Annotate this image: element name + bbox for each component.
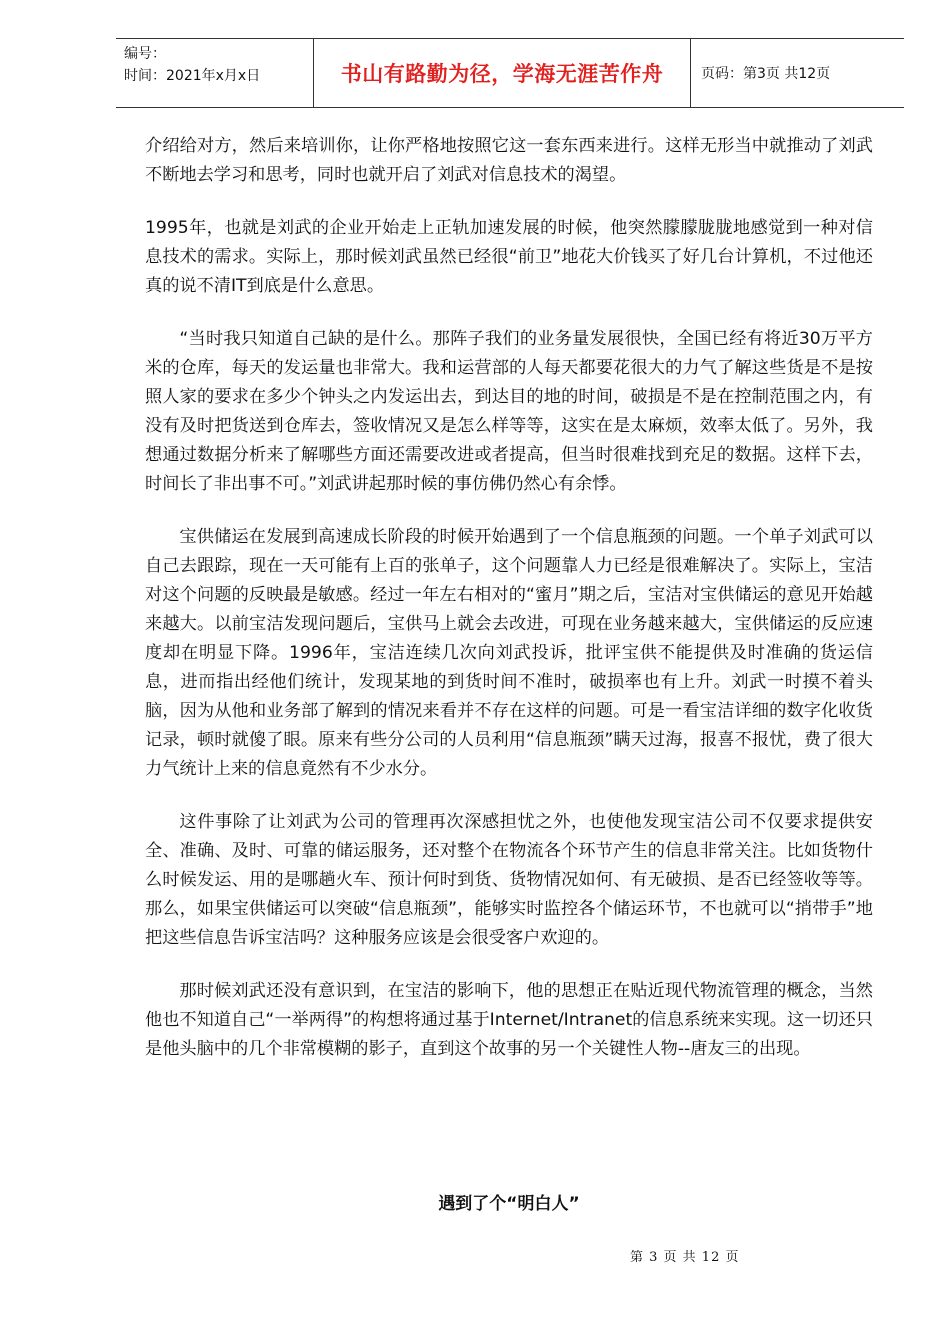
page-footer: 第 3 页 共 12 页	[630, 1250, 740, 1265]
paragraph-4: 宝供储运在发展到高速成长阶段的时候开始遇到了一个信息瓶颈的问题。一个单子刘武可以自己去跟踪，现在一天可能有上百的张单子，这个问题靠人力已经是很难解决了。实际上，宝洁对这个问题的反映最是敏感。经过一年左右相对的“蜜月”期之后，宝洁对宝供储运的意见开始越来越大。以前宝洁发现问题后，宝供马上就会去改进，可现在业务越来越大，宝供储运的反应速度却在明显下降。1996年，宝洁连续几次向刘武投诉，批评宝供不能提供及时准确的货运信息，进而指出经他们统计，发现某地的到货时间不准时，破损率也有上升。刘武一时摸不着头脑，因为从他和业务部了解到的情况来看并不存在这样的问题。可是一看宝洁详细的数字化收货记录，顿时就傻了眼。原来有些分公司的人员利用“信息瓶颈”瞒天过海，报喜不报忧，费了很大力气统计上来的信息竟然有不少水分。	[145, 527, 873, 779]
header-code: 编号：	[124, 46, 166, 62]
header-meta	[116, 39, 314, 107]
paragraph-5: 这件事除了让刘武为公司的管理再次深感担忧之外，也使他发现宝洁公司不仅要求提供安全、准确、及时、可靠的储运服务，还对整个在物流各个环节产生的信息非常关注。比如货物什么时候发运、用的是哪趟火车、预计何时到货、货物情况如何、有无破损、是否已经签收等等。那么，如果宝供储运可以突破“信息瓶颈”，能够实时监控各个储运环节，不也就可以“捎带手”地把这些信息告诉宝洁吗？这种服务应该是会很受客户欢迎的。	[145, 812, 873, 948]
section-heading: 遇到了个“明白人”	[438, 1194, 580, 1214]
paragraph-2: 1995年，也就是刘武的企业开始走上正轨加速发展的时候，他突然朦朦胧胧地感觉到一种对信息技术的需求。实际上，那时候刘武虽然已经很“前卫”地花大价钱买了好几台计算机，不过他还真的说不清IT到底是什么意思。	[145, 218, 873, 296]
header-motto: 书山有路勤为径，学海无涯苦作舟	[314, 39, 691, 107]
document-body	[145, 132, 873, 1088]
paragraph-3: “当时我只知道自己缺的是什么。那阵子我们的业务量发展很快，全国已经有将近30万平方米的仓库，每天的发运量也非常大。我和运营部的人每天都要花很大的力气了解这些货是不是按照人家的要求在多少个钟头之内发运出去，到达目的地的时间，破损是不是在控制范围之内，有没有及时把货送到仓库去，签收情况又是怎么样等等，这实在是太麻烦，效率太低了。另外，我想通过数据分析来了解哪些方面还需要改进或者提高，但当时很难找到充足的数据。这样下去，时间长了非出事不可。”刘武讲起那时候的事仿佛仍然心有余悸。	[145, 329, 873, 494]
page-header	[116, 38, 904, 108]
header-page-info: 页码：第3页 共12页	[701, 66, 831, 82]
paragraph-1: 介绍给对方，然后来培训你，让你严格地按照它这一套东西来进行。这样无形当中就推动了刘武不断地去学习和思考，同时也就开启了刘武对信息技术的渴望。	[145, 136, 873, 185]
paragraph-6: 那时候刘武还没有意识到，在宝洁的影响下，他的思想正在贴近现代物流管理的概念，当然他也不知道自己“一举两得”的构想将通过基于Internet/Intranet的信息系统来实现。这一切还只是他头脑中的几个非常模糊的影子，直到这个故事的另一个关键性人物--唐友三的出现。	[145, 981, 873, 1059]
header-time: 时间：2021年x月x日	[124, 68, 261, 84]
